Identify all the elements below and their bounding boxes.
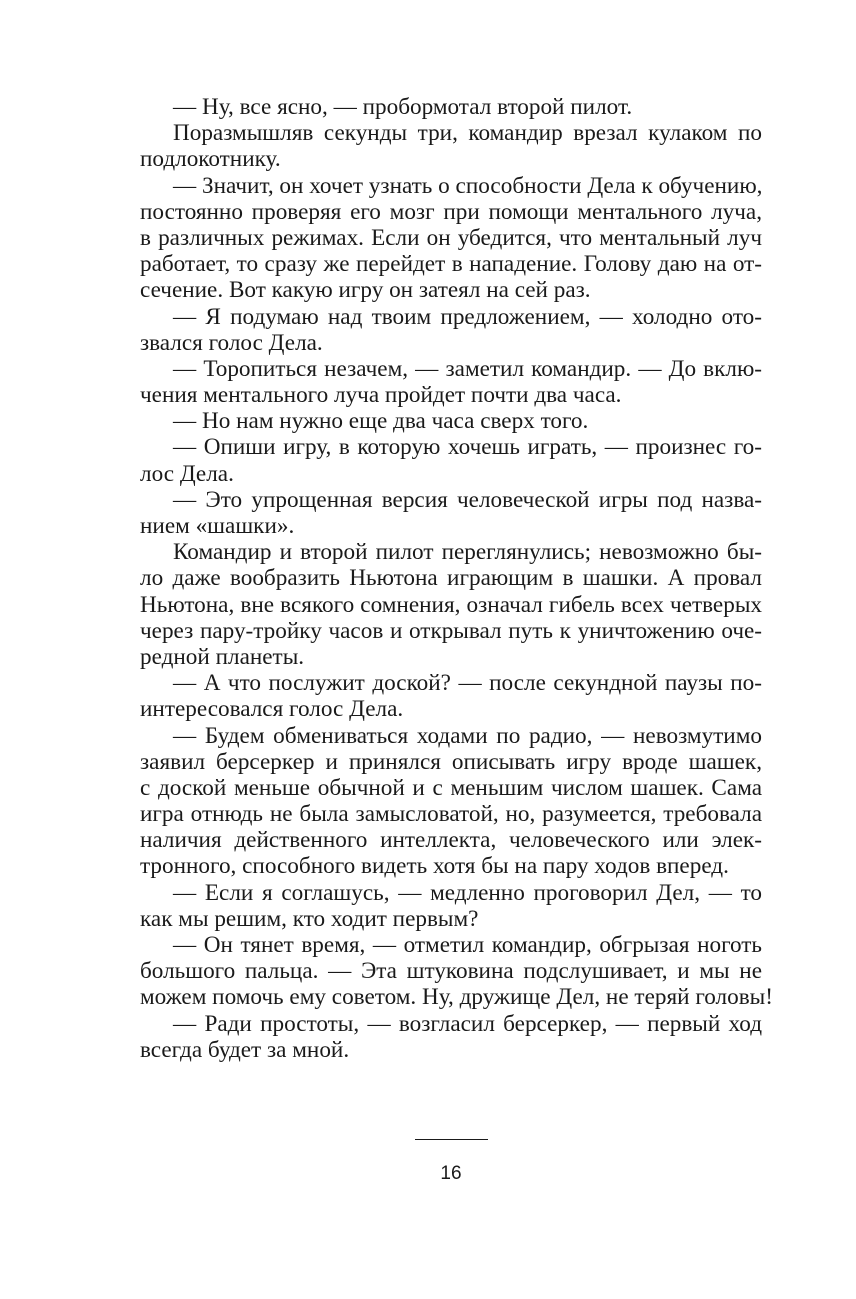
text-line: заявил берсеркер и принялся описывать игру вроде шашек, xyxy=(140,748,762,775)
text-line: редной планеты. xyxy=(140,643,305,670)
text-line: можем помочь ему советом. Ну, дружище Дел, не теряй головы! xyxy=(140,984,773,1011)
text-line: тронного, способного видеть хотя бы на пару ходов вперед. xyxy=(140,853,729,880)
text-line: Командир и второй пилот переглянулись; невозможно бы- xyxy=(173,539,762,566)
text-line: в различных режимах. Если он убедится, что ментальный луч xyxy=(140,224,762,251)
text-line: Ньютона, вне всякого сомнения, означал гибель всех четверых xyxy=(140,591,762,618)
paragraph xyxy=(140,408,762,434)
paragraph xyxy=(140,173,762,304)
paragraph xyxy=(140,487,762,539)
text-line: — Торопиться незачем, — заметил командир. — До вклю- xyxy=(173,355,762,382)
text-line: — Будем обмениваться ходами по радио, — невозмутимо xyxy=(173,722,762,749)
text-line: интересовался голос Дела. xyxy=(140,696,404,723)
page-number: 16 xyxy=(440,1163,462,1184)
text-line: Поразмышляв секунды три, командир врезал кулаком по xyxy=(173,120,762,147)
text-line: звался голос Дела. xyxy=(140,329,323,356)
text-line: большого пальца. — Эта штуковина подслушивает, и мы не xyxy=(140,958,762,985)
paragraph xyxy=(140,120,762,172)
paragraph xyxy=(140,723,762,880)
paragraph xyxy=(140,670,762,722)
paragraph xyxy=(140,356,762,408)
text-line: — Я подумаю над твоим предложением, — холодно ото- xyxy=(173,303,762,330)
text-line: игра отнюдь не была замысловатой, но, разумеется, требовала xyxy=(140,801,762,828)
text-line: — Значит, он хочет узнать о способности Дела к обучению, xyxy=(173,172,763,199)
text-line: — Опиши игру, в которую хочешь играть, — произнес го- xyxy=(173,434,762,461)
text-line: работает, то сразу же перейдет в нападение. Голову даю на от- xyxy=(140,251,762,278)
text-line: — Это упрощенная версия человеческой игры под назва- xyxy=(173,486,762,513)
text-line: — Но нам нужно еще два часа сверх того. xyxy=(173,408,589,435)
text-line: через пару-тройку часов и открывал путь к уничтожению оче- xyxy=(140,617,762,644)
text-line: ло даже вообразить Ньютона играющим в шашки. А провал xyxy=(140,565,762,592)
text-line: подлокотнику. xyxy=(140,146,281,173)
text-line: наличия действенного интеллекта, человеческого или элек- xyxy=(140,827,762,854)
text-line: нием «шашки». xyxy=(140,513,295,539)
paragraph xyxy=(140,932,773,1011)
paragraph xyxy=(140,304,762,356)
paragraph xyxy=(140,539,762,670)
paragraph xyxy=(140,1011,762,1063)
text-line: сечение. Вот какую игру он затеял на сей раз. xyxy=(140,277,591,304)
text-line: — Ради простоты, — возгласил берсеркер, — первый ход xyxy=(173,1010,762,1037)
text-line: чения ментального луча пройдет почти два часа. xyxy=(140,382,622,409)
paragraph xyxy=(140,880,762,932)
footer-rule xyxy=(415,1139,488,1140)
text-line: постоянно проверяя его мозг при помощи ментального луча, xyxy=(140,198,762,225)
text-line: — Ну, все ясно, — пробормотал второй пилот. xyxy=(173,94,633,120)
text-line: — Он тянет время, — отметил командир, обгрызая ноготь xyxy=(173,932,762,958)
text-line: — Если я соглашусь, — медленно проговорил Дел, — то xyxy=(173,879,762,906)
text-line: — А что послужит доской? — после секундной паузы по- xyxy=(173,670,762,697)
text-line: всегда будет за мной. xyxy=(140,1036,350,1063)
text-line: как мы решим, кто ходит первым? xyxy=(140,905,479,932)
text-line: с доской меньше обычной и с меньшим числом шашек. Сама xyxy=(140,774,762,801)
paragraph xyxy=(140,94,762,120)
text-line: лос Дела. xyxy=(140,460,234,487)
body-text xyxy=(140,94,773,1063)
paragraph xyxy=(140,434,762,486)
